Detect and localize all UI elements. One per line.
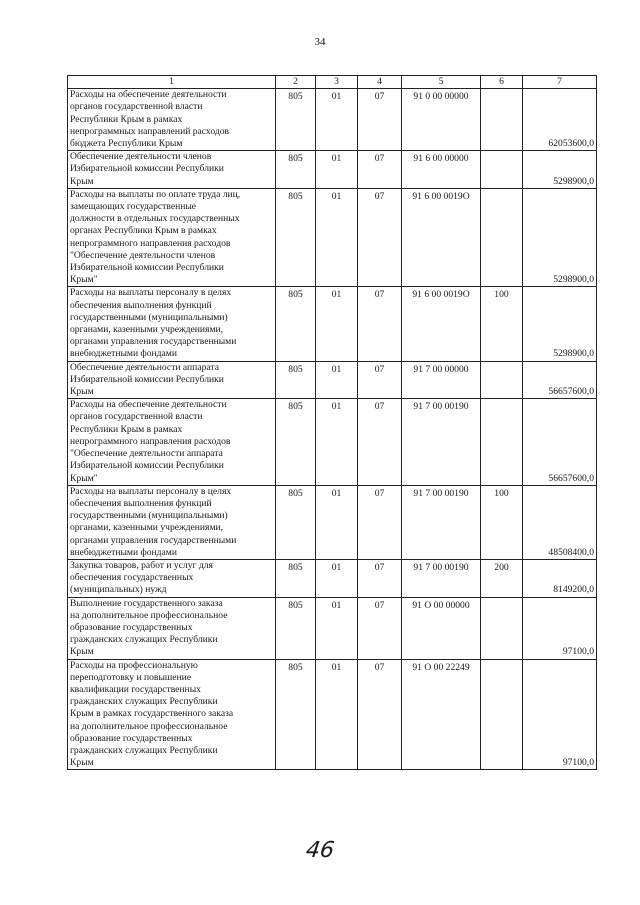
code-cell [481,597,523,659]
amount-cell: 5298900,0 [523,188,597,287]
code-cell: 91 7 00 00190 [402,559,481,597]
code-cell: 91 6 00 0019О [402,188,481,287]
column-header: 7 [523,76,597,89]
column-header: 5 [402,76,481,89]
amount-cell: 48508400,0 [523,485,597,559]
budget-table [67,75,597,770]
table-row [68,89,597,151]
code-cell: 805 [276,559,316,597]
code-cell: 01 [316,287,358,361]
code-cell: 07 [358,151,402,189]
column-header: 1 [68,76,276,89]
code-cell: 07 [358,597,402,659]
table-row [68,287,597,361]
table-row [68,188,597,287]
expense-name-cell: Расходы на профессиональную переподготовку и повышение квалификации государственных гражданских служащих Республики Крым в рамках государственного заказа на дополнительное профессиональное образование государственных гражданских служащих Республики Крым [68,659,276,770]
code-cell: 01 [316,361,358,399]
amount-cell: 8149200,0 [523,559,597,597]
code-cell: 01 [316,597,358,659]
table-row [68,399,597,485]
code-cell: 07 [358,89,402,151]
code-cell: 91 7 00 00190 [402,399,481,485]
table-row [68,151,597,189]
code-cell: 805 [276,485,316,559]
code-cell: 805 [276,659,316,770]
expense-name-cell: Расходы на выплаты по оплате труда лиц, замещающих государственные должности в отдельных государственных органах Республики Крым в рамках непрограммного направления расходов "Обеспечение деятельности членов Избирательной комиссии Республики Крым" [68,188,276,287]
amount-cell: 56657600,0 [523,361,597,399]
code-cell: 100 [481,485,523,559]
code-cell: 91 7 00 00190 [402,485,481,559]
code-cell: 91 0 00 00000 [402,89,481,151]
amount-cell: 5298900,0 [523,151,597,189]
code-cell: 91 6 00 00000 [402,151,481,189]
table-row [68,659,597,770]
code-cell: 805 [276,151,316,189]
code-cell: 01 [316,188,358,287]
code-cell: 805 [276,188,316,287]
table-row [68,559,597,597]
code-cell: 91 7 00 00000 [402,361,481,399]
code-cell: 01 [316,399,358,485]
column-header: 3 [316,76,358,89]
code-cell: 07 [358,287,402,361]
expense-name-cell: Выполнение государственного заказа на дополнительное профессиональное образование государственных гражданских служащих Республики Крым [68,597,276,659]
code-cell: 07 [358,559,402,597]
code-cell: 91 О 00 00000 [402,597,481,659]
code-cell: 805 [276,287,316,361]
expense-name-cell: Расходы на обеспечение деятельности органов государственной власти Республики Крым в рамках непрограммного направления расходов "Обеспечение деятельности аппарата Избирательной комиссии Республики Крым" [68,399,276,485]
code-cell [481,659,523,770]
code-cell: 805 [276,399,316,485]
expense-name-cell: Обеспечение деятельности аппарата Избирательной комиссии Республики Крым [68,361,276,399]
code-cell: 200 [481,559,523,597]
amount-cell: 97100,0 [523,659,597,770]
code-cell: 91 О 00 22249 [402,659,481,770]
code-cell [481,399,523,485]
page-number: 34 [314,36,326,48]
code-cell: 91 6 00 0019О [402,287,481,361]
header-row [68,76,597,89]
amount-cell: 56657600,0 [523,399,597,485]
code-cell [481,361,523,399]
code-cell: 07 [358,361,402,399]
code-cell: 805 [276,89,316,151]
code-cell [481,188,523,287]
code-cell: 07 [358,485,402,559]
expense-name-cell: Расходы на обеспечение деятельности органов государственной власти Республики Крым в рамках непрограммных направлений расходов бюджета Республики Крым [68,89,276,151]
expense-name-cell: Обеспечение деятельности членов Избирательной комиссии Республики Крым [68,151,276,189]
expense-name-cell: Расходы на выплаты персоналу в целях обеспечения выполнения функций государственными (муниципальными) органами, казенными учреждениями, органами управления государственными внебюджетными фондами [68,287,276,361]
expense-name-cell: Закупка товаров, работ и услуг для обеспечения государственных (муниципальных) нужд [68,559,276,597]
code-cell: 01 [316,151,358,189]
table-row [68,361,597,399]
column-header: 6 [481,76,523,89]
code-cell: 805 [276,597,316,659]
code-cell: 07 [358,399,402,485]
code-cell: 01 [316,89,358,151]
column-header: 2 [276,76,316,89]
code-cell: 01 [316,485,358,559]
code-cell: 07 [358,659,402,770]
code-cell: 100 [481,287,523,361]
amount-cell: 97100,0 [523,597,597,659]
code-cell [481,89,523,151]
code-cell: 01 [316,559,358,597]
code-cell: 07 [358,188,402,287]
handwritten-page-mark: 46 [304,838,336,863]
amount-cell: 62053600,0 [523,89,597,151]
amount-cell: 5298900,0 [523,287,597,361]
code-cell: 805 [276,361,316,399]
table-row [68,485,597,559]
column-header: 4 [358,76,402,89]
code-cell: 01 [316,659,358,770]
code-cell [481,151,523,189]
expense-name-cell: Расходы на выплаты персоналу в целях обеспечения выполнения функций государственными (муниципальными) органами, казенными учреждениями, органами управления государственными внебюджетными фондами [68,485,276,559]
table-row [68,597,597,659]
